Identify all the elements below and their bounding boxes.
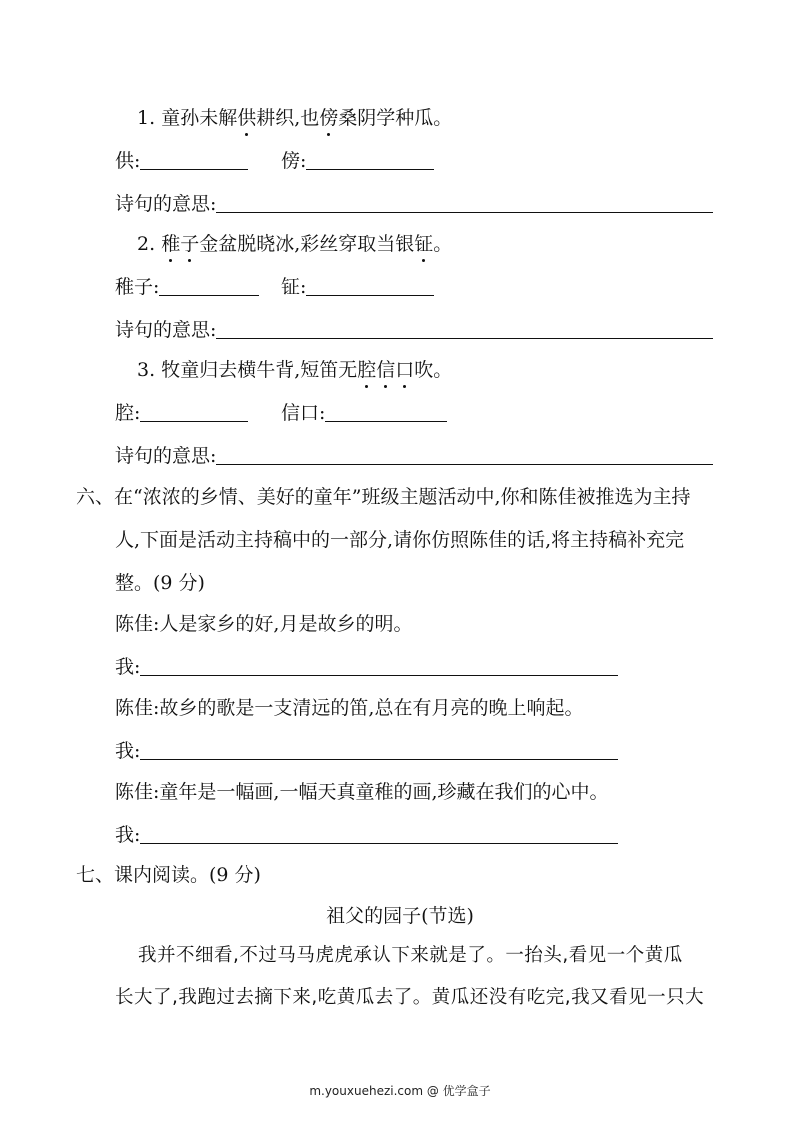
answer-row-3a: 腔: xyxy=(115,401,248,425)
my-answer-row-2: 我: xyxy=(115,739,618,763)
blank-xinkou[interactable] xyxy=(325,401,447,422)
dotted-char-bang: 傍 xyxy=(319,107,339,129)
dotted-char-zi: 子 xyxy=(180,233,200,255)
dotted-char-zhi: 稚 xyxy=(161,233,181,255)
answer-row-2b: 钲: xyxy=(281,275,434,299)
chen-jia-line-2: 陈佳:故乡的歌是一支清远的笛,总在有月亮的晚上响起。 xyxy=(115,697,584,719)
blank-zhizi[interactable] xyxy=(159,275,259,296)
meaning-row-1: 诗句的意思: xyxy=(115,192,713,216)
passage-paragraph-line-1: 我并不细看,不过马马虎虎承认下来就是了。一抬头,看见一个黄瓜 xyxy=(138,945,683,966)
q6-prompt-line-2: 人,下面是活动主持稿中的一部分,请你仿照陈佳的话,将主持稿补充完 xyxy=(115,529,685,551)
blank-qiang[interactable] xyxy=(140,401,248,422)
answer-row-2a: 稚子: xyxy=(115,275,259,299)
chen-jia-line-1: 陈佳:人是家乡的好,月是故乡的明。 xyxy=(115,613,413,635)
blank-meaning-2[interactable] xyxy=(216,318,713,339)
blank-my-answer-3[interactable] xyxy=(140,823,618,844)
q6-prompt-line-1: 六、在“浓浓的乡情、美好的童年”班级主题活动中,你和陈佳被推选为主持 xyxy=(76,486,691,508)
blank-meaning-3[interactable] xyxy=(216,444,713,465)
dotted-char-gong: 供 xyxy=(237,107,257,129)
blank-zheng[interactable] xyxy=(306,275,434,296)
q6-prompt-line-3: 整。(9 分) xyxy=(115,572,205,594)
meaning-row-3: 诗句的意思: xyxy=(115,444,713,468)
dotted-char-kou: 口 xyxy=(395,359,415,381)
blank-bang[interactable] xyxy=(306,149,434,170)
my-answer-row-3: 我: xyxy=(115,823,618,847)
blank-gong[interactable] xyxy=(140,149,248,170)
blank-my-answer-2[interactable] xyxy=(140,739,618,760)
page-footer-watermark: m.youxuehezi.com @ 优学盒子 xyxy=(309,1084,491,1098)
poem-line-2: 2. 稚子金盆脱晓冰,彩丝穿取当银钲。 xyxy=(137,233,453,255)
meaning-row-2: 诗句的意思: xyxy=(115,318,713,342)
blank-my-answer-1[interactable] xyxy=(140,655,618,676)
my-answer-row-1: 我: xyxy=(115,655,618,679)
dotted-char-qiang: 腔 xyxy=(357,359,377,381)
poem-line-3: 3. 牧童归去横牛背,短笛无腔信口吹。 xyxy=(137,359,453,381)
dotted-char-xin: 信 xyxy=(376,359,396,381)
passage-title: 祖父的园子(节选) xyxy=(326,905,474,927)
answer-row-3b: 信口: xyxy=(281,401,447,425)
chen-jia-line-3: 陈佳:童年是一幅画,一幅天真童稚的画,珍藏在我们的心中。 xyxy=(115,781,609,803)
q7-label: 七、 xyxy=(76,864,115,886)
passage-paragraph-line-2: 长大了,我跑过去摘下来,吃黄瓜去了。黄瓜还没有吃完,我又看见一只大 xyxy=(115,987,705,1008)
answer-row-1b: 傍: xyxy=(281,149,434,173)
blank-meaning-1[interactable] xyxy=(216,192,713,213)
poem-line-1: 1. 童孙未解供耕织,也傍桑阴学种瓜。 xyxy=(137,107,453,129)
q6-label: 六、 xyxy=(76,486,115,508)
dotted-char-zheng: 钲 xyxy=(414,233,434,255)
answer-row-1a: 供: xyxy=(115,149,248,173)
q7-heading: 七、课内阅读。(9 分) xyxy=(76,864,261,886)
